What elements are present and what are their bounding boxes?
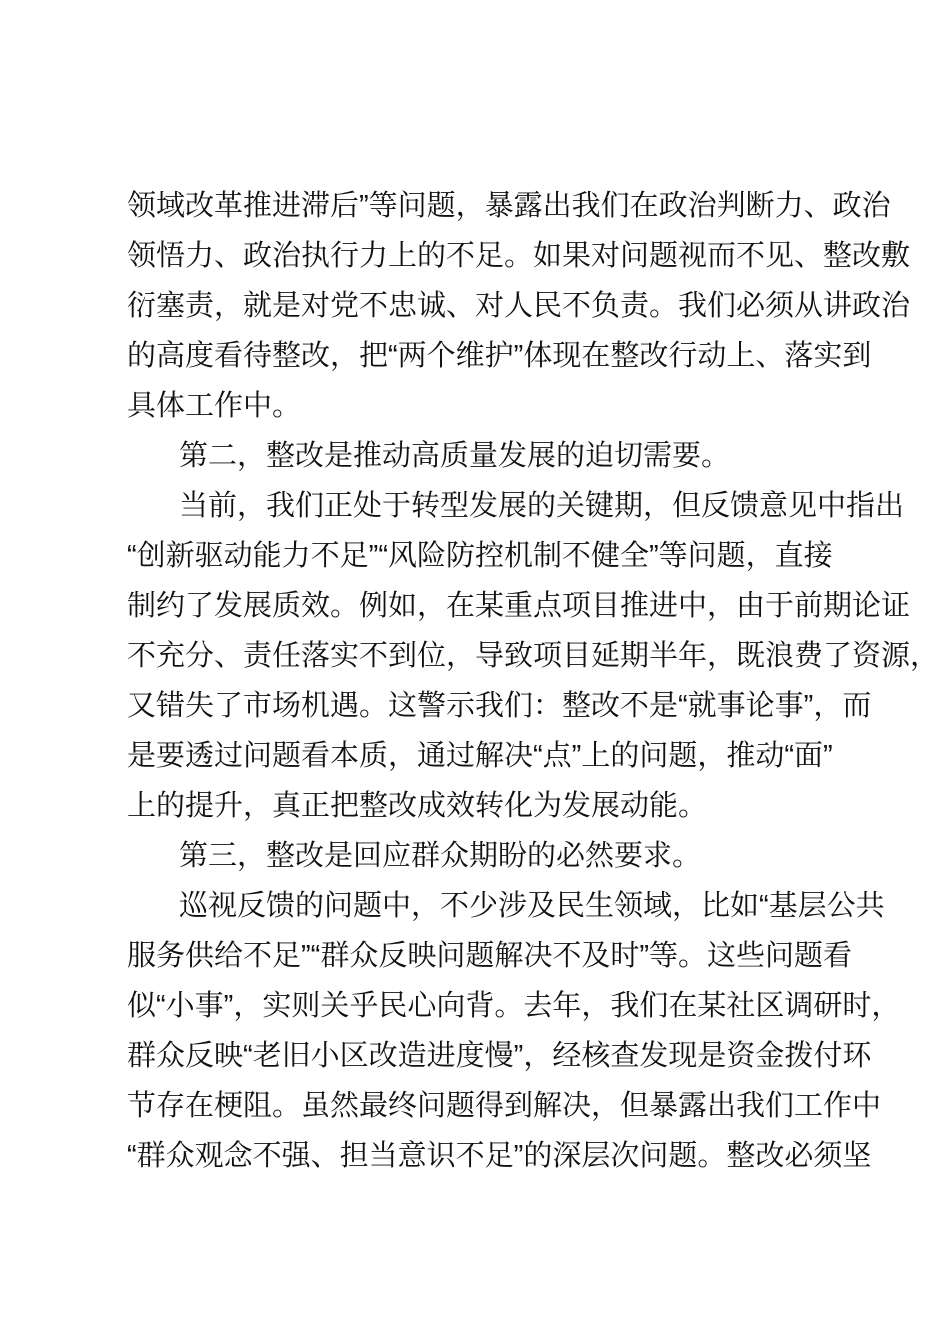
paragraph	[127, 836, 831, 886]
text-line: 上的提升，真正把整改成效转化为发展动能。	[127, 790, 708, 822]
text-line: 服务供给不足”“群众反映问题解决不及时”等。这些问题看	[127, 940, 852, 972]
text-line: 制约了发展质效。例如，在某重点项目推进中，由于前期论证	[127, 590, 911, 622]
paragraph	[127, 486, 940, 836]
text-line: 的高度看待整改，把“两个维护”体现在整改行动上、落实到	[127, 340, 872, 372]
paragraph	[127, 186, 911, 436]
text-line: 当前，我们正处于转型发展的关键期，但反馈意见中指出	[179, 490, 905, 522]
text-line: 第二，整改是推动高质量发展的迫切需要。	[179, 440, 731, 472]
paragraph	[127, 886, 901, 1186]
paragraph	[127, 436, 831, 486]
text-line: 是要透过问题看本质，通过解决“点”上的问题，推动“面”	[127, 740, 833, 772]
text-line: 节存在梗阻。虽然最终问题得到解决，但暴露出我们工作中	[127, 1090, 882, 1122]
text-line: 衍塞责，就是对党不忠诚、对人民不负责。我们必须从讲政治	[127, 290, 911, 322]
text-line: 第三，整改是回应群众期盼的必然要求。	[179, 840, 702, 872]
text-line: 领悟力、政治执行力上的不足。如果对问题视而不见、整改敷	[127, 240, 911, 272]
text-line: 不充分、责任落实不到位，导致项目延期半年，既浪费了资源，	[127, 640, 940, 672]
text-line: 似“小事”，实则关乎民心向背。去年，我们在某社区调研时，	[127, 990, 901, 1022]
text-line: 领域改革推进滞后”等问题，暴露出我们在政治判断力、政治	[127, 190, 891, 222]
text-line: “创新驱动能力不足”“风险防控机制不健全”等问题，直接	[127, 540, 833, 572]
document-page	[127, 186, 940, 1186]
text-line: 具体工作中。	[127, 390, 302, 422]
text-line: 群众反映“老旧小区改造进度慢”，经核查发现是资金拨付环	[127, 1040, 872, 1072]
text-line: 巡视反馈的问题中，不少涉及民生领域，比如“基层公共	[179, 890, 885, 922]
text-line: 又错失了市场机遇。这警示我们：整改不是“就事论事”，而	[127, 690, 872, 722]
text-line: “群众观念不强、担当意识不足”的深层次问题。整改必须坚	[127, 1140, 872, 1172]
